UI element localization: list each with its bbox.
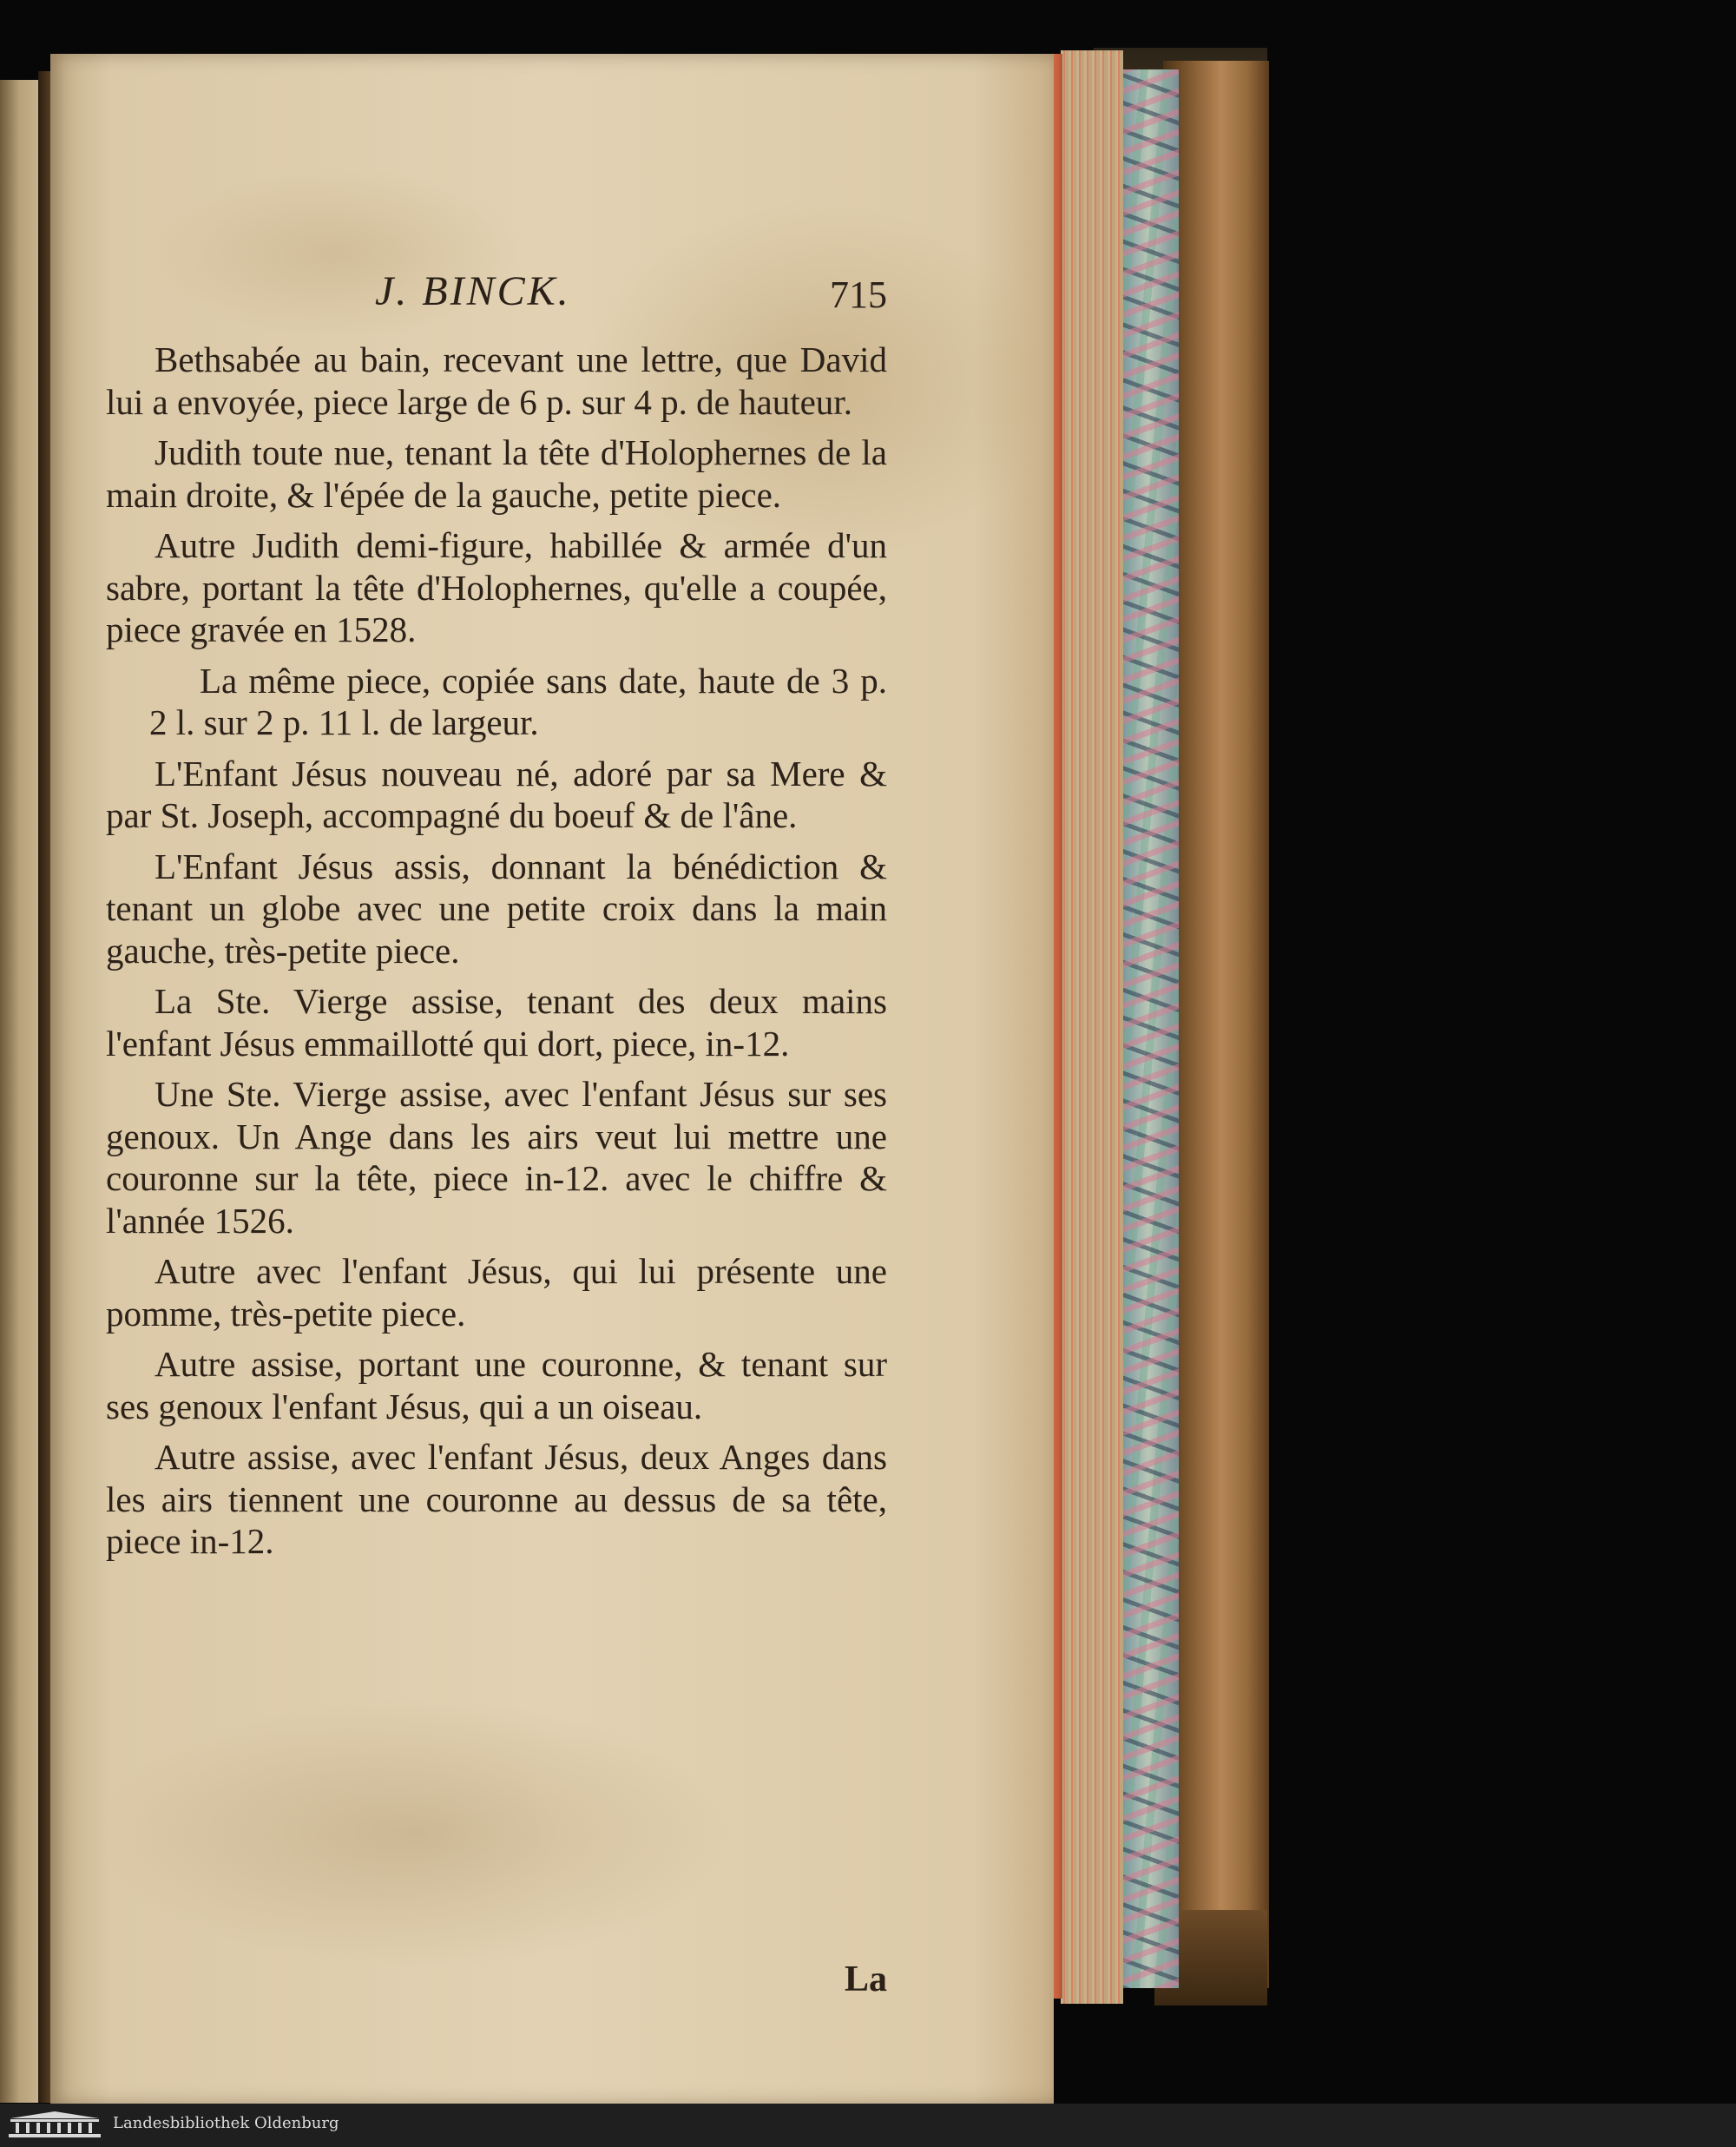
entry-paragraph: Autre assise, avec l'enfant Jésus, deux Anges dans les airs tiennent une couronne au dessus de sa tête, piece in-12. [106, 1437, 887, 1561]
running-head [106, 267, 887, 328]
page-number: 715 [830, 273, 887, 316]
entry-paragraph: Judith toute nue, tenant la tête d'Holophernes de la main droite, & l'épée de la gauche, petite piece. [106, 432, 887, 515]
entry-paragraph: Autre Judith demi-figure, habillée & armée d'un sabre, portant la tête d'Holophernes, qu'elle a coupée, piece gravée en 1528. [106, 525, 887, 649]
entry-paragraph: La Ste. Vierge assise, tenant des deux mains l'enfant Jésus emmaillotté qui dort, piece, in-12. [106, 981, 887, 1064]
entry-paragraph-sub: La même piece, copiée sans date, haute de 3 p. 2 l. sur 2 p. 11 l. de largeur. [149, 660, 887, 742]
running-title: J. BINCK. [375, 268, 571, 314]
book-page [50, 54, 1054, 2104]
book-cover [1163, 61, 1269, 1988]
footer-bar [0, 2104, 1736, 2147]
entry-paragraph: Bethsabée au bain, recevant une lettre, que David lui a envoyée, piece large de 6 p. sur 4 p. de hauteur. [106, 339, 887, 422]
entry-paragraph: Autre assise, portant une couronne, & tenant sur ses genoux l'enfant Jésus, qui a un oiseau. [106, 1344, 887, 1426]
entry-paragraph: Autre avec l'enfant Jésus, qui lui présente une pomme, très-petite piece. [106, 1251, 887, 1334]
entry-list [106, 339, 887, 1571]
library-name: Landesbibliothek Oldenburg [113, 2114, 339, 2132]
catchword: La [844, 1959, 887, 1999]
entry-paragraph: Une Ste. Vierge assise, avec l'enfant Jésus sur ses genoux. Un Ange dans les airs veut lui mettre une couronne sur la tête, piece in-12. avec le chiffre & l'année 1526. [106, 1074, 887, 1241]
page-edges [1061, 50, 1123, 2004]
entry-paragraph: L'Enfant Jésus assis, donnant la bénédiction & tenant un globe avec une petite croix dans la main gauche, très-petite piece. [106, 846, 887, 971]
marbled-endpaper [1118, 69, 1179, 1988]
previous-page-edge [0, 80, 43, 2103]
entry-paragraph: L'Enfant Jésus nouveau né, adoré par sa Mere & par St. Joseph, accompagné du boeuf & de l'âne. [106, 753, 887, 835]
library-building-icon [7, 2110, 102, 2139]
